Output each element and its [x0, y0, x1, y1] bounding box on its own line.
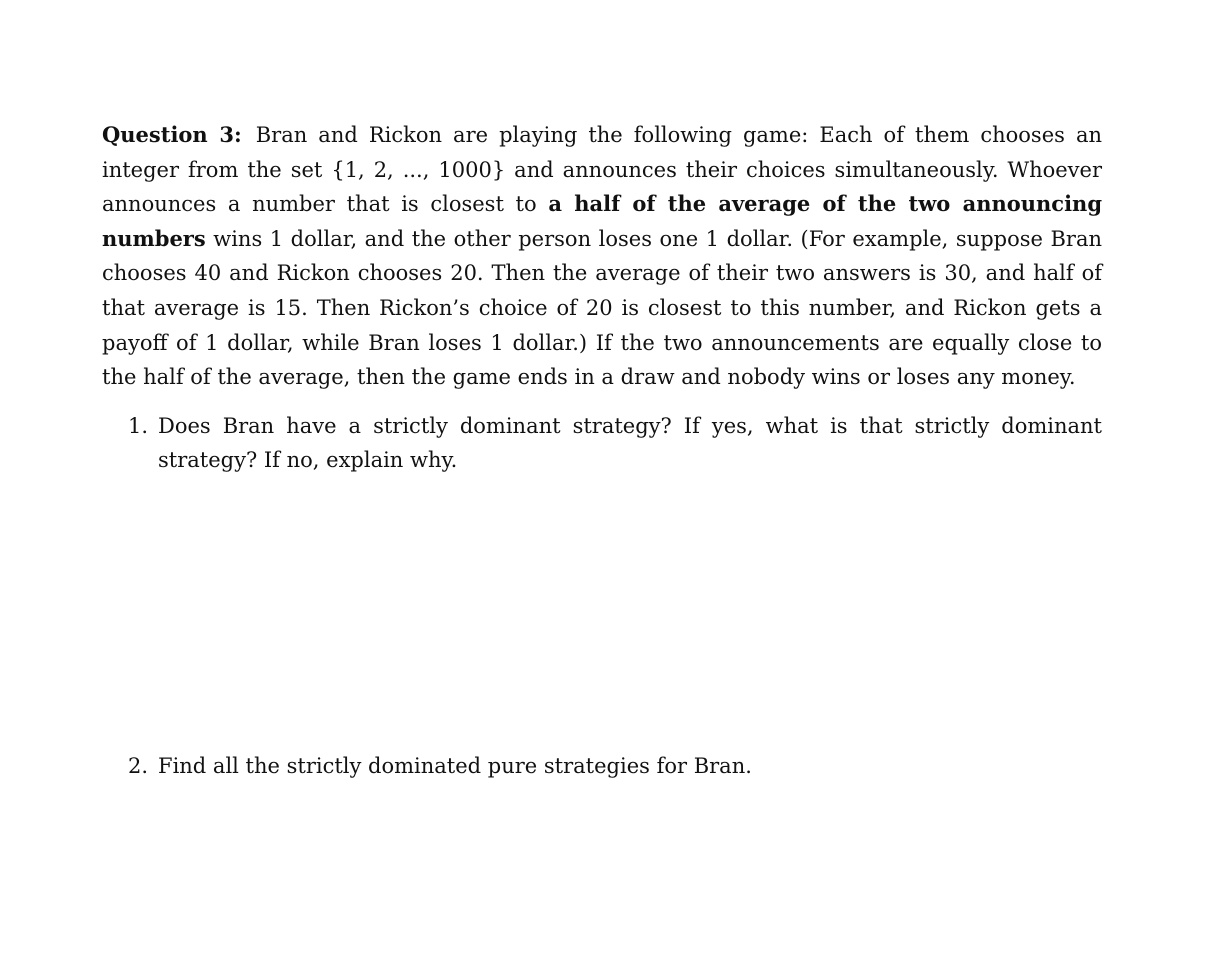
sub-question-2-number: 2. [128, 753, 149, 778]
sub-question-2 [102, 749, 1102, 783]
integer-set: {1, 2, ..., 1000} [331, 157, 506, 182]
sub-question-1-text: Does Bran have a strictly dominant strategy? If yes, what is that strictly dominant strategy? If no, explain why. [158, 413, 1102, 472]
question-intro: Bran and Rickon are playing the following game: Each of them chooses an integer from the set [102, 123, 1102, 182]
question-paragraph [102, 118, 1102, 395]
sub-question-1 [102, 409, 1102, 749]
sub-question-1-number: 1. [128, 413, 149, 438]
question-after-set: and announces their choices simultaneously. Whoever announces a number that is closest to [102, 157, 1103, 217]
question-label: Question 3: [102, 122, 242, 147]
sub-question-list [102, 409, 1102, 783]
document-page [102, 118, 1102, 783]
sub-question-2-text: Find all the strictly dominated pure strategies for Bran. [158, 753, 752, 778]
question-rest: wins 1 dollar, and the other person loses one 1 dollar. (For example, suppose Bran chooses 40 and Rickon chooses 20. Then the average of their two answers is 30, and half of that average is 15. Then Rickon’s choice of 20 is closest to this number, and Rickon gets a payoff of 1 dollar, while Bran loses 1 dollar.) If the two announcements are equally close to the half of the average, then the game ends in a draw and nobody wins or loses any money. [102, 226, 1102, 390]
bold-rule-phrase: a half of the average of the two announcing numbers [102, 191, 1103, 251]
